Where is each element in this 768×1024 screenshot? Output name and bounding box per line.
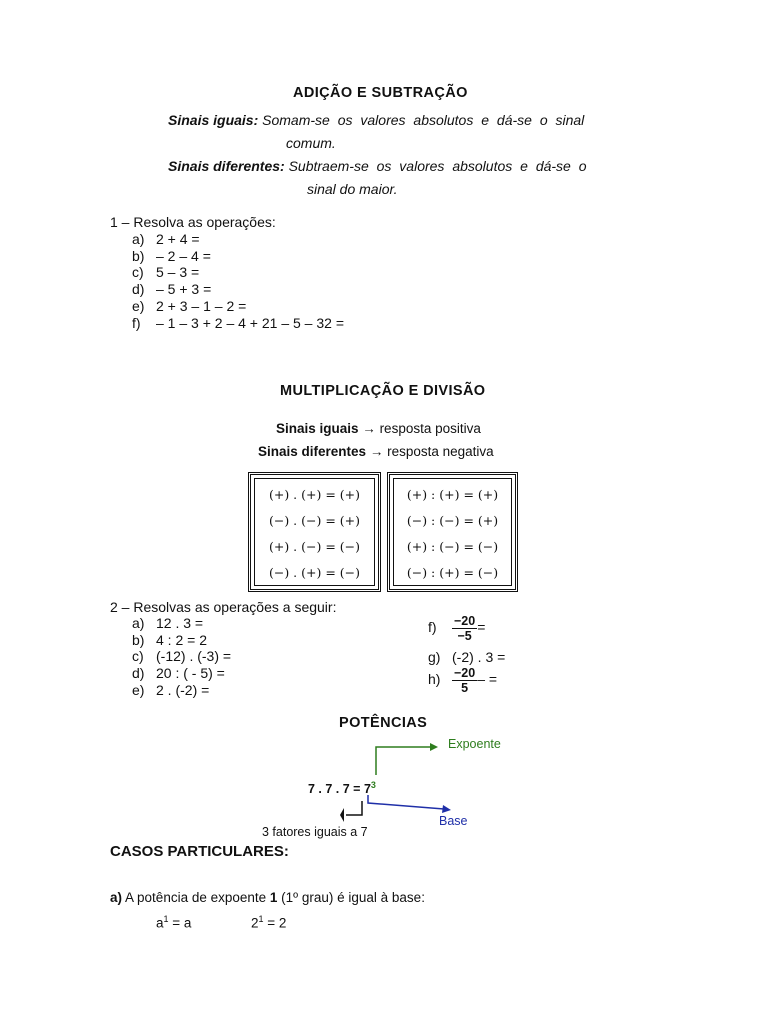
exercise-item: f) – 1 – 3 + 2 – 4 + 21 – 5 – 32 =	[132, 314, 344, 331]
special-case-example-2: $2^1 = 2$	[251, 914, 287, 931]
table-row: (−) . (+) = (−)	[268, 565, 361, 580]
base-label: Base	[439, 814, 468, 828]
special-case-a: a) A potência de expoente 1 (1º grau) é igual à base:	[110, 890, 425, 905]
table-row: (+) . (+) = (+)	[268, 487, 361, 502]
table-row: (+) : (+) = (+)	[406, 487, 499, 502]
rule-same-signs	[168, 112, 584, 128]
rule-same-signs-cont: comum.	[286, 135, 336, 151]
exercise-item: e) 2 . (-2) =	[132, 681, 210, 698]
exercise-item: e) 2 + 3 – 1 – 2 =	[132, 297, 247, 314]
exercise-item: b) – 2 – 4 =	[132, 247, 211, 264]
sign-rule-same: Sinais iguais → resposta positiva	[276, 421, 481, 436]
arrow-right-icon: →	[362, 421, 376, 436]
special-case-example-1: $a^1 = a$	[156, 914, 192, 931]
exponent-arrowhead	[430, 743, 438, 751]
exercise-item: c) (-12) . (-3) =	[132, 648, 232, 665]
exponent-label: Expoente	[448, 737, 501, 751]
arrow-right-icon: →	[369, 444, 384, 459]
power-exponent: 3	[370, 780, 376, 790]
section-title-powers: POTÊNCIAS	[339, 715, 428, 731]
exercise-item: d) – 5 + 3 =	[132, 281, 212, 298]
power-expression: 7 . 7 . $7 = 7^3$	[308, 780, 376, 797]
factors-arrow	[346, 801, 362, 815]
base-arrow	[368, 795, 444, 809]
exercise-item: c) 5 – 3 =	[132, 264, 200, 281]
exercise-item: b) 4 : 2 = 2	[132, 631, 207, 648]
exercise2-list-left	[132, 615, 231, 699]
rule-same-signs-text: Somam-se os valores absolutos e dá-se o sinal	[262, 112, 585, 128]
rule-diff-signs	[168, 158, 587, 174]
table-row: (−) : (−) = (+)	[406, 513, 499, 528]
exercise2-heading: 2 – Resolvas as operações a seguir:	[110, 599, 337, 615]
sign-rule-diff: Sinais diferentes → resposta negativa	[258, 444, 494, 459]
exponent-arrow	[376, 747, 432, 775]
exercise1-list	[132, 231, 344, 331]
table-row: (+) . (−) = (−)	[268, 539, 361, 554]
section-title-special-cases: CASOS PARTICULARES:	[110, 843, 289, 860]
table-row: (−) . (−) = (+)	[268, 513, 361, 528]
exercise-item: d) 20 : ( - 5) =	[132, 665, 225, 682]
multiplication-sign-table	[248, 472, 381, 592]
factors-arrowhead	[340, 808, 344, 822]
fraction-f: $\frac{-20}{-5}$	[454, 614, 476, 643]
table-row: (+) : (−) = (−)	[406, 539, 499, 554]
rule-same-signs-label: Sinais iguais:	[168, 112, 259, 128]
rule-diff-signs-label: Sinais diferentes:	[168, 158, 285, 174]
section-title-multiplication: MULTIPLICAÇÃO E DIVISÃO	[280, 383, 486, 399]
factors-label: 3 fatores iguais a 7	[262, 825, 368, 839]
exercise-item: a) 12 . 3 =	[132, 615, 204, 631]
exercise1-heading: 1 – Resolva as operações:	[110, 214, 276, 230]
base-arrowhead	[442, 805, 451, 813]
exercise-item-g: g) (-2) . 3 =	[428, 649, 506, 665]
exercise-item-h: h) $\frac{-20}{5}$ – =	[428, 666, 498, 695]
rule-diff-signs-text: Subtraem-se os valores absolutos e dá-se o	[288, 158, 587, 174]
section-title-addition: ADIÇÃO E SUBTRAÇÃO	[293, 85, 468, 101]
fraction-h: $\frac{-20}{5}$	[454, 666, 476, 695]
division-sign-table	[387, 472, 518, 592]
rule-diff-signs-cont: sinal do maior.	[307, 181, 398, 197]
table-row: (−) : (+) = (−)	[406, 565, 499, 580]
exercise-item-f: f) $\frac{-20}{-5}$ =	[428, 614, 486, 643]
exercise-item: a) 2 + 4 =	[132, 231, 200, 247]
